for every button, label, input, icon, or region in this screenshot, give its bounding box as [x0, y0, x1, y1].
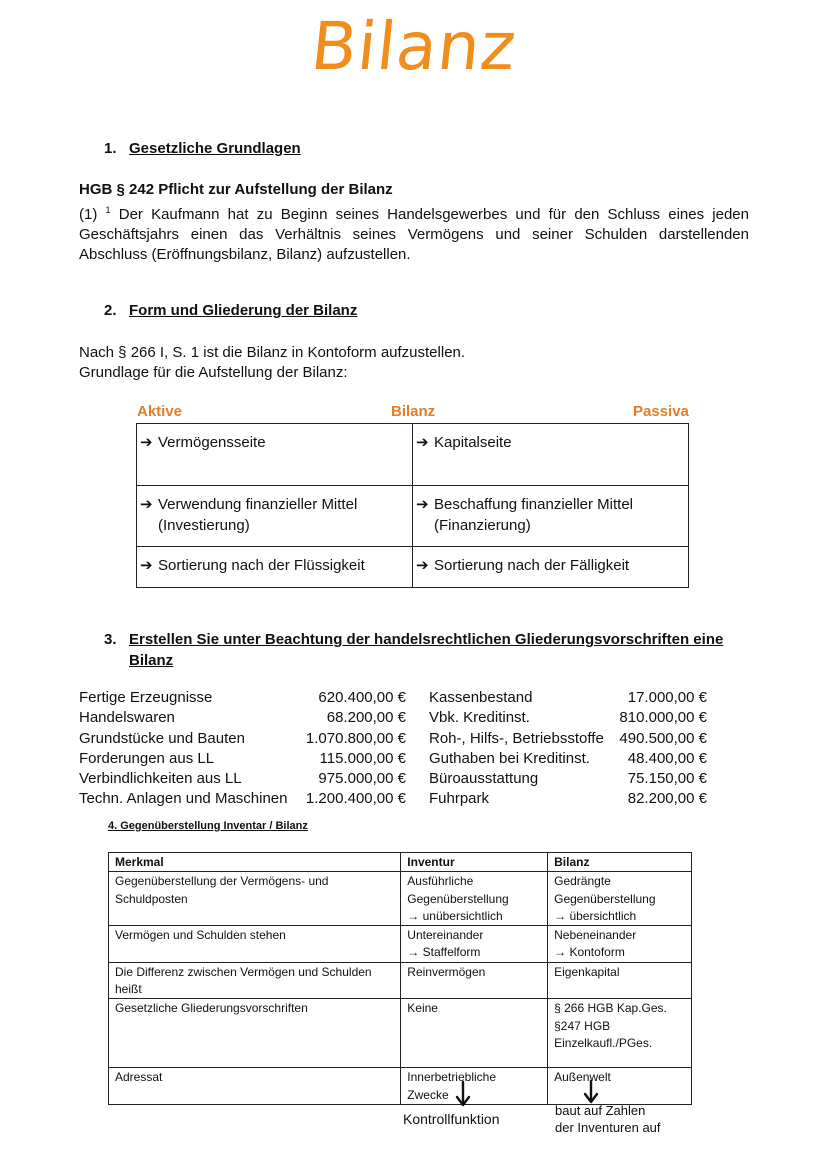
item-label: Guthaben bei Kreditinst.	[429, 749, 590, 767]
comparison-table	[108, 852, 692, 1105]
cell-text: Sortierung nach der Flüssigkeit	[158, 557, 365, 574]
table-row	[109, 926, 692, 963]
section-2-heading	[104, 302, 357, 319]
table-cell	[401, 962, 548, 999]
t-account-cell	[137, 486, 413, 547]
law-paragraph	[79, 200, 749, 265]
header-cell: Inventur	[401, 853, 548, 872]
text-line: Nach § 266 I, S. 1 ist die Bilanz in Kontoform aufzustellen.	[79, 344, 466, 361]
table-cell	[548, 1068, 692, 1105]
t-account-cell	[137, 547, 413, 588]
item-label: Handelswaren	[79, 709, 175, 727]
cell-line: → Staffelform	[407, 945, 481, 960]
item-label: Vbk. Kreditinst.	[429, 709, 530, 727]
section-4-heading: 4. Gegenüberstellung Inventar / Bilanz	[108, 820, 308, 832]
cell-line: Ausführliche	[407, 874, 474, 889]
section-title: Erstellen Sie unter Beachtung der handelsrechtlichen Gliederungsvorschriften eine Bilanz	[129, 631, 724, 669]
cell-line: Eigenkapital	[554, 964, 620, 979]
table-cell	[548, 872, 692, 926]
left-item-list	[79, 688, 406, 810]
item-value: 115.000,00 €	[319, 749, 406, 767]
law-title: HGB § 242 Pflicht zur Aufstellung der Bilanz	[79, 181, 393, 198]
bilanz-t-account	[136, 423, 689, 588]
table-cell: Adressat	[109, 1068, 401, 1105]
cell-line: Zwecke	[407, 1087, 449, 1102]
note-bilanz	[555, 1102, 661, 1136]
cell-line: § 266 HGB Kap.Ges.	[554, 1001, 667, 1016]
section-number: 2.	[104, 302, 117, 319]
table-cell: Gesetzliche Gliederungsvorschriften	[109, 999, 401, 1068]
list-item	[79, 729, 406, 749]
table-row	[109, 872, 692, 926]
item-value: 1.070.800,00 €	[305, 729, 406, 747]
list-item	[429, 688, 707, 708]
note-kontrollfunktion: Kontrollfunktion	[403, 1111, 500, 1127]
cell-line: Reinvermögen	[407, 964, 486, 979]
section-1-heading	[104, 140, 301, 157]
cell-text: Sortierung nach der Fälligkeit	[434, 557, 630, 574]
cell-text: Kapitalseite	[434, 434, 512, 451]
table-cell: Vermögen und Schulden stehen	[109, 926, 401, 963]
passiva-label: Passiva	[633, 403, 689, 420]
section-number: 3.	[104, 631, 117, 648]
bilanz-label: Bilanz	[391, 403, 436, 420]
table-cell	[548, 962, 692, 999]
page-title: Bilanz	[307, 8, 521, 85]
item-value: 75.150,00 €	[627, 770, 707, 788]
table-row	[109, 1068, 692, 1105]
item-value: 48.400,00 €	[627, 749, 707, 767]
cell-text: Beschaffung finanzieller Mittel (Finanzierung)	[434, 496, 633, 534]
aktiva-label: Aktive	[137, 403, 183, 420]
list-item	[429, 769, 707, 789]
arrow-right-icon: ➔	[140, 496, 153, 513]
note-line: baut auf Zahlen	[555, 1103, 646, 1118]
cell-text: Verwendung finanzieller Mittel (Investierung)	[158, 496, 358, 534]
cell-text: Vermögensseite	[158, 434, 266, 451]
item-value: 620.400,00 €	[318, 689, 406, 706]
arrow-right-icon: ➔	[416, 557, 429, 574]
list-item	[79, 688, 406, 708]
note-line: der Inventuren auf	[555, 1120, 661, 1135]
paragraph-prefix: (1)	[79, 206, 98, 223]
table-cell	[401, 926, 548, 963]
section-title: Gesetzliche Grundlagen	[129, 140, 301, 157]
table-cell	[401, 1068, 548, 1105]
section-number: 1.	[104, 140, 117, 157]
list-item	[429, 789, 707, 809]
arrow-right-icon: ➔	[140, 434, 153, 451]
cell-line: Innerbetriebliche	[407, 1070, 497, 1085]
t-account-cell	[413, 486, 689, 547]
cell-line: Gegenüberstellung	[554, 891, 656, 906]
t-account-cell	[137, 424, 413, 486]
cell-line: Außenwelt	[554, 1070, 611, 1085]
list-item	[429, 708, 707, 728]
t-account-cell	[413, 547, 689, 588]
arrow-right-icon: ➔	[416, 434, 429, 451]
arrow-down-icon	[455, 1080, 471, 1108]
t-account-row	[137, 486, 689, 547]
item-label: Fertige Erzeugnisse	[79, 689, 213, 706]
cell-line: → übersichtlich	[554, 908, 637, 923]
cell-line: Einzelkaufl./PGes.	[554, 1035, 653, 1050]
table-cell	[401, 999, 548, 1068]
item-value: 975.000,00 €	[318, 770, 406, 788]
arrow-right-icon: ➔	[416, 496, 429, 513]
item-label: Roh-, Hilfs-, Betriebsstoffe	[429, 729, 604, 747]
table-row	[109, 999, 692, 1068]
cell-line: Untereinander	[407, 928, 484, 943]
item-label: Forderungen aus LL	[79, 749, 215, 767]
right-item-list	[429, 688, 707, 810]
item-label: Fuhrpark	[429, 790, 490, 808]
t-account-cell	[413, 424, 689, 486]
cell-line: §247 HGB	[554, 1018, 611, 1033]
text-line: Grundlage für die Aufstellung der Bilanz:	[79, 364, 348, 381]
section-3-heading	[104, 629, 744, 671]
table-cell: Die Differenz zwischen Vermögen und Schulden heißt	[109, 962, 401, 999]
list-item	[79, 769, 406, 789]
item-value: 17.000,00 €	[627, 689, 707, 706]
item-value: 1.200.400,00 €	[305, 790, 406, 808]
list-item	[79, 708, 406, 728]
cell-line: Nebeneinander	[554, 928, 637, 943]
table-header-row	[109, 853, 692, 872]
item-value: 810.000,00 €	[619, 709, 707, 727]
table-row	[109, 962, 692, 999]
section-title: Form und Gliederung der Bilanz	[129, 302, 358, 319]
item-label: Verbindlichkeiten aus LL	[79, 770, 242, 788]
cell-line: → Kontoform	[554, 945, 625, 960]
item-value: 490.500,00 €	[619, 729, 707, 747]
t-account-row	[137, 424, 689, 486]
list-item	[79, 789, 406, 809]
cell-line: Gedrängte	[554, 874, 611, 889]
header-cell: Merkmal	[109, 853, 401, 872]
table-cell	[548, 999, 692, 1068]
item-value: 82.200,00 €	[627, 790, 707, 808]
table-cell	[548, 926, 692, 963]
t-account-row	[137, 547, 689, 588]
item-label: Büroausstattung	[429, 770, 539, 788]
paragraph-sup: 1	[105, 205, 111, 215]
list-item	[429, 729, 707, 749]
paragraph-text: Der Kaufmann hat zu Beginn seines Handelsgewerbes und für den Schluss eines jeden Geschäftsjahrs einen das Verhältnis seines Vermögens und seiner Schulden darstellenden Abschluss (Eröffnungsbilanz, Bilanz) aufzustellen.	[79, 206, 749, 263]
arrow-right-icon: ➔	[140, 557, 153, 574]
cell-line: Keine	[407, 1001, 438, 1016]
item-label: Grundstücke und Bauten	[79, 729, 245, 747]
table-cell: Gegenüberstellung der Vermögens- und Schuldposten	[109, 872, 401, 926]
cell-line: → unübersichtlich	[407, 908, 503, 923]
header-cell: Bilanz	[548, 853, 692, 872]
cell-line: Gegenüberstellung	[407, 891, 509, 906]
list-item	[79, 749, 406, 769]
item-label: Techn. Anlagen und Maschinen	[79, 790, 288, 808]
item-label: Kassenbestand	[429, 689, 533, 706]
table-cell	[401, 872, 548, 926]
list-item	[429, 749, 707, 769]
item-value: 68.200,00 €	[326, 709, 406, 727]
